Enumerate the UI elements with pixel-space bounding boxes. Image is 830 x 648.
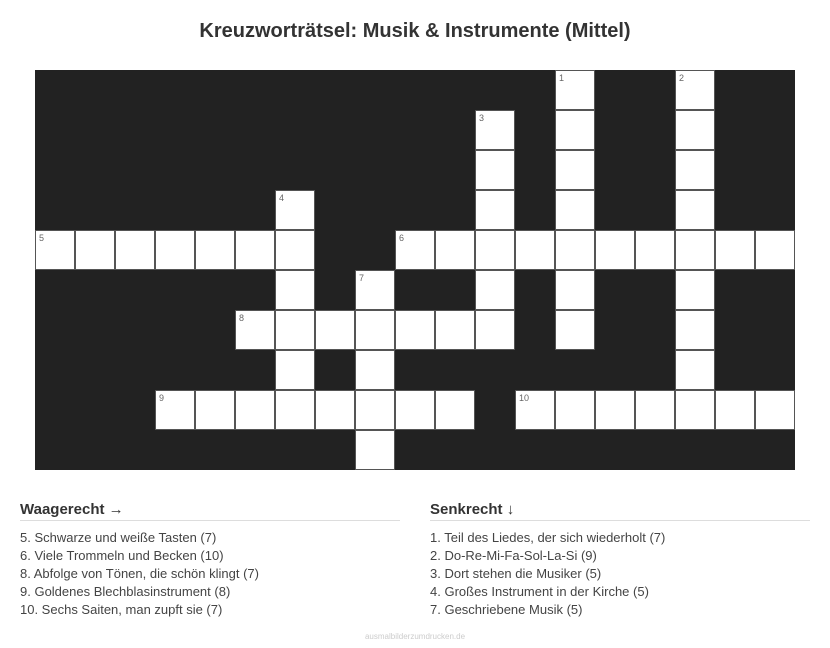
crossword-cell[interactable] <box>395 310 435 350</box>
down-clue: 4. Großes Instrument in der Kirche (5) <box>430 584 649 599</box>
crossword-cell[interactable] <box>595 390 635 430</box>
crossword-cell[interactable] <box>315 390 355 430</box>
crossword-cell[interactable] <box>515 390 555 430</box>
crossword-cell[interactable] <box>35 230 75 270</box>
crossword-cell[interactable] <box>515 230 555 270</box>
crossword-cell[interactable] <box>275 190 315 230</box>
across-clues-section <box>20 500 400 619</box>
crossword-cell[interactable] <box>555 310 595 350</box>
crossword-cell[interactable] <box>675 270 715 310</box>
page-title: Kreuzworträtsel: Musik & Instrumente (Mittel) <box>199 20 631 42</box>
crossword-cell[interactable] <box>635 230 675 270</box>
crossword-cell[interactable] <box>235 230 275 270</box>
crossword-cell[interactable] <box>555 230 595 270</box>
crossword-cell[interactable] <box>555 70 595 110</box>
crossword-cell[interactable] <box>155 390 195 430</box>
crossword-cell[interactable] <box>675 150 715 190</box>
crossword-cell[interactable] <box>555 190 595 230</box>
crossword-cell[interactable] <box>475 310 515 350</box>
across-clue: 6. Viele Trommeln und Becken (10) <box>20 548 224 563</box>
clue-number: 8 <box>239 313 245 323</box>
crossword-cell[interactable] <box>595 230 635 270</box>
crossword-cell[interactable] <box>275 350 315 390</box>
clue-number: 6 <box>399 233 405 243</box>
crossword-cell[interactable] <box>75 230 115 270</box>
crossword-cell[interactable] <box>675 70 715 110</box>
footer-credit: ausmalbilderzumdrucken.de <box>364 632 466 641</box>
crossword-cell[interactable] <box>675 190 715 230</box>
across-clue: 5. Schwarze und weiße Tasten (7) <box>20 530 217 545</box>
crossword-cell[interactable] <box>275 230 315 270</box>
clue-number: 3 <box>479 113 485 123</box>
crossword-cell[interactable] <box>675 390 715 430</box>
crossword-cell[interactable] <box>275 310 315 350</box>
clue-number: 9 <box>159 393 165 403</box>
crossword-cell[interactable] <box>435 230 475 270</box>
crossword-grid <box>35 70 795 470</box>
crossword-cell[interactable] <box>235 390 275 430</box>
crossword-cell[interactable] <box>355 350 395 390</box>
down-clues-section <box>430 500 810 619</box>
crossword-cell[interactable] <box>755 230 795 270</box>
crossword-cell[interactable] <box>475 190 515 230</box>
crossword-cell[interactable] <box>155 230 195 270</box>
across-clue: 9. Goldenes Blechblasinstrument (8) <box>20 584 231 599</box>
down-clue: 7. Geschriebene Musik (5) <box>430 602 583 617</box>
crossword-cell[interactable] <box>235 310 275 350</box>
crossword-cell[interactable] <box>275 270 315 310</box>
clue-number: 5 <box>39 233 45 243</box>
crossword-cell[interactable] <box>675 310 715 350</box>
across-clue-list <box>20 529 400 619</box>
crossword-cell[interactable] <box>555 270 595 310</box>
across-clue: 8. Abfolge von Tönen, die schön klingt (7) <box>20 566 259 581</box>
crossword-cell[interactable] <box>275 390 315 430</box>
crossword-cell[interactable] <box>195 390 235 430</box>
down-clue-list <box>430 529 810 619</box>
clue-number: 1 <box>559 73 565 83</box>
crossword-cell[interactable] <box>435 310 475 350</box>
crossword-cell[interactable] <box>395 230 435 270</box>
crossword-cell[interactable] <box>475 270 515 310</box>
crossword-cell[interactable] <box>675 110 715 150</box>
clue-number: 2 <box>679 73 685 83</box>
crossword-cell[interactable] <box>555 110 595 150</box>
clue-number: 10 <box>519 393 530 403</box>
crossword-cell[interactable] <box>315 310 355 350</box>
crossword-cell[interactable] <box>675 230 715 270</box>
crossword-cell[interactable] <box>355 390 395 430</box>
across-clue: 10. Sechs Saiten, man zupft sie (7) <box>20 602 223 617</box>
crossword-cell[interactable] <box>355 430 395 470</box>
crossword-cell[interactable] <box>715 390 755 430</box>
clue-number: 4 <box>279 193 285 203</box>
crossword-cell[interactable] <box>395 390 435 430</box>
across-heading: Waagerecht → <box>20 500 400 521</box>
crossword-cell[interactable] <box>675 350 715 390</box>
clue-number: 7 <box>359 273 365 283</box>
down-clue: 1. Teil des Liedes, der sich wiederholt (7) <box>430 530 666 545</box>
crossword-cell[interactable] <box>475 110 515 150</box>
crossword-cell[interactable] <box>355 310 395 350</box>
crossword-cell[interactable] <box>715 230 755 270</box>
crossword-cell[interactable] <box>755 390 795 430</box>
down-clue: 3. Dort stehen die Musiker (5) <box>430 566 602 581</box>
crossword-cell[interactable] <box>555 390 595 430</box>
crossword-cell[interactable] <box>475 230 515 270</box>
crossword-cell[interactable] <box>355 270 395 310</box>
crossword-cell[interactable] <box>195 230 235 270</box>
crossword-cell[interactable] <box>435 390 475 430</box>
crossword-cell[interactable] <box>635 390 675 430</box>
crossword-cell[interactable] <box>555 150 595 190</box>
crossword-cell[interactable] <box>115 230 155 270</box>
crossword-cell[interactable] <box>475 150 515 190</box>
down-clue: 2. Do-Re-Mi-Fa-Sol-La-Si (9) <box>430 548 597 563</box>
down-heading: Senkrecht ↓ <box>430 500 810 521</box>
